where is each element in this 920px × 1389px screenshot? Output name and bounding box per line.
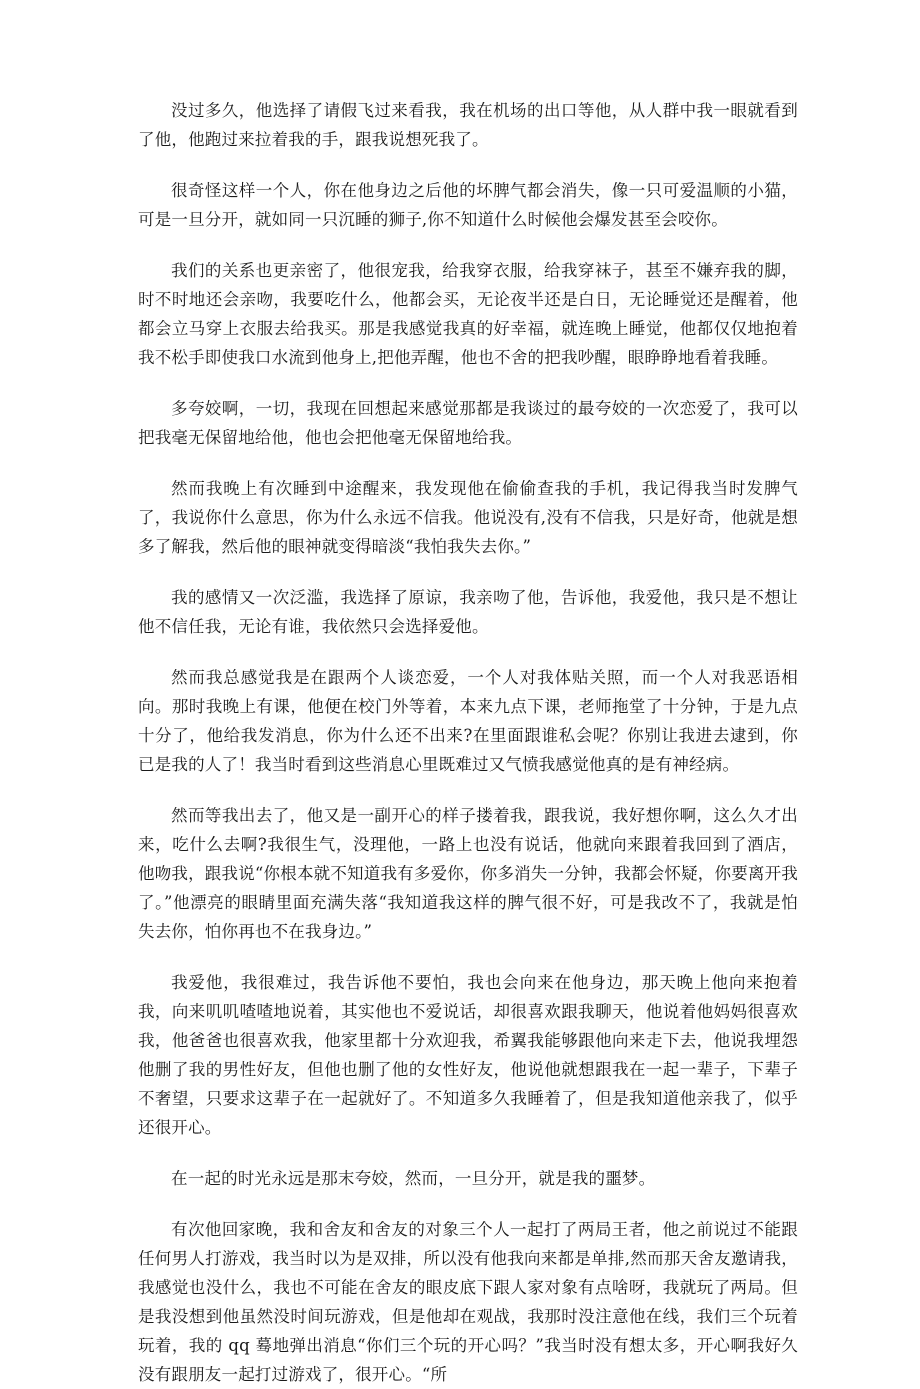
paragraph-gap xyxy=(138,372,798,394)
paragraph: 多夸姣啊，一切，我现在回想起来感觉那都是我谈过的最夸姣的一次恋爱了，我可以把我毫无保留地给他，他也会把他毫无保留地给我。 xyxy=(138,399,798,447)
paragraph-gap xyxy=(138,641,798,663)
paragraph: 我们的关系也更亲密了，他很宠我，给我穿衣服，给我穿袜子，甚至不嫌弃我的脚，时不时地还会亲吻，我要吃什么，他都会买，无论夜半还是白日，无论睡觉还是醒着，他都会立马穿上衣服去给我买。那是我感觉我真的好幸福，就连晚上睡觉，他都仅仅地抱着我不松手即使我口水流到他身上,把他弄醒，他也不舍的把我吵醒，眼睁睁地看着我睡。 xyxy=(138,261,798,367)
paragraph-gap xyxy=(138,234,798,256)
paragraph-gap xyxy=(138,154,798,176)
paragraph: 有次他回家晚，我和舍友和舍友的对象三个人一起打了两局王者，他之前说过不能跟任何男人打游戏，我当时以为是双排，所以没有他我向来都是单排,然而那天舍友邀请我，我感觉也没什么，我也不可能在舍友的眼皮底下跟人家对象有点啥呀，我就玩了两局。但是我没想到他虽然没时间玩游戏，但是他却在观战，我那时没注意他在线，我们三个玩着玩着，我的 qq 蓦地弹出消息“你们三个玩的开心吗？”我当时没有想太多，开心啊我好久没有跟朋友一起打过游戏了，很开心。“所 xyxy=(138,1220,798,1384)
document-page xyxy=(138,96,798,1389)
paragraph: 我爱他，我很难过，我告诉他不要怕，我也会向来在他身边，那天晚上他向来抱着我，向来叽叽喳喳地说着，其实他也不爱说话，却很喜欢跟我聊天，他说着他妈妈很喜欢我，他爸爸也很喜欢我，他家里都十分欢迎我，希翼我能够跟他向来走下去，他说我埋怨他删了我的男性好友，但他也删了他的女性好友，他说他就想跟我在一起一辈子，下辈子不奢望，只要求这辈子在一起就好了。不知道多久我睡着了，但是我知道他亲我了，似乎还很开心。 xyxy=(138,973,798,1137)
paragraph-gap xyxy=(138,1142,798,1164)
paragraph: 没过多久，他选择了请假飞过来看我，我在机场的出口等他，从人群中我一眼就看到了他，他跑过来拉着我的手，跟我说想死我了。 xyxy=(138,101,798,149)
paragraph-gap xyxy=(138,561,798,583)
paragraph-gap xyxy=(138,1193,798,1215)
paragraph: 然而我晚上有次睡到中途醒来，我发现他在偷偷查我的手机，我记得我当时发脾气了，我说你什么意思，你为什么永远不信我。他说没有,没有不信我，只是好奇，他就是想多了解我，然后他的眼神就变得暗淡“我怕我失去你。” xyxy=(138,479,798,556)
paragraph-gap xyxy=(138,779,798,801)
paragraph-gap xyxy=(138,452,798,474)
paragraph: 然而等我出去了，他又是一副开心的样子搂着我，跟我说，我好想你啊，这么久才出来，吃什么去啊?我很生气，没理他，一路上也没有说话，他就向来跟着我回到了酒店，他吻我，跟我说“你根本就不知道我有多爱你，你多消失一分钟，我都会怀疑，你要离开我了。”他漂亮的眼睛里面充满失落“我知道我这样的脾气很不好，可是我改不了，我就是怕失去你，怕你再也不在我身边。” xyxy=(138,806,798,941)
paragraph: 在一起的时光永远是那末夸姣，然而，一旦分开，就是我的噩梦。 xyxy=(171,1169,656,1188)
paragraph: 很奇怪这样一个人，你在他身边之后他的坏脾气都会消失，像一只可爱温顺的小猫，可是一旦分开，就如同一只沉睡的狮子,你不知道什么时候他会爆发甚至会咬你。 xyxy=(138,181,798,229)
paragraph-gap xyxy=(138,946,798,968)
paragraph: 我的感情又一次泛滥，我选择了原谅，我亲吻了他，告诉他，我爱他，我只是不想让他不信任我，无论有谁，我依然只会选择爱他。 xyxy=(138,588,798,636)
paragraph: 然而我总感觉我是在跟两个人谈恋爱，一个人对我体贴关照，而一个人对我恶语相向。那时我晚上有课，他便在校门外等着，本来九点下课，老师拖堂了十分钟，于是九点十分了，他给我发消息，你为什么还不出来?在里面跟谁私会呢？你别让我进去逮到，你已是我的人了！我当时看到这些消息心里既难过又气愤我感觉他真的是有神经病。 xyxy=(138,668,798,774)
